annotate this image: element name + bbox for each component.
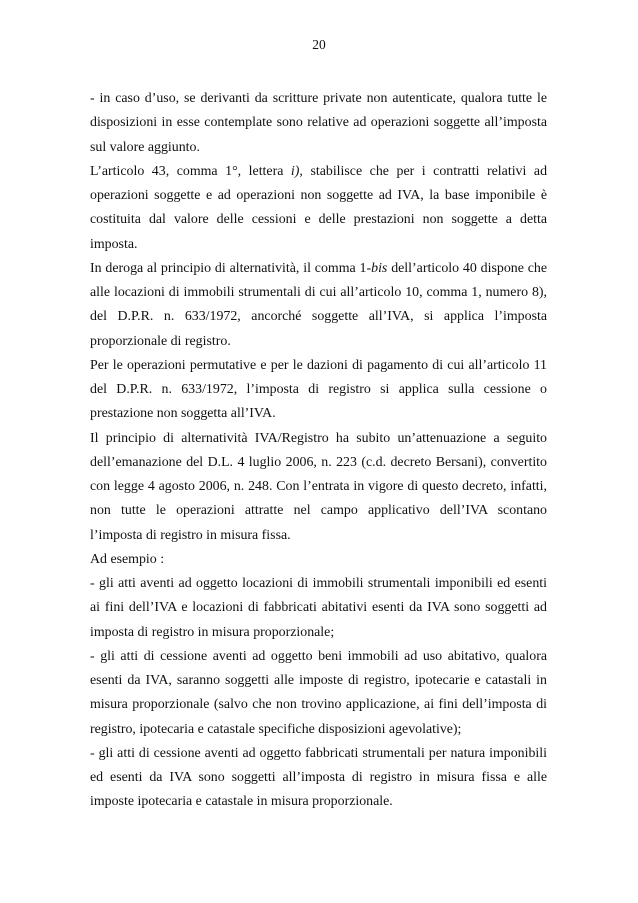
text-line: Il principio di alternatività IVA/Registro ha subito un’attenuazione a seguito <box>90 430 547 446</box>
text-line: imposte ipotecaria e catastale in misura proporzionale. <box>90 794 393 810</box>
text-line: proporzionale di registro. <box>90 333 231 349</box>
italic-term: bis <box>371 260 388 276</box>
text-line: - gli atti di cessione aventi ad oggetto fabbricati strumentali per natura imponibili <box>90 745 547 761</box>
text-line: prestazione non soggetta all’IVA. <box>90 406 276 422</box>
text-line: disposizioni in esse contemplate sono relative ad operazioni soggette all’imposta <box>90 115 547 131</box>
text-line: misura proporzionale (salvo che non trovino applicazione, ai fini dell’imposta di <box>90 697 547 713</box>
text-line: imposta. <box>90 236 138 252</box>
text-line: non tutte le operazioni attratte nel campo applicativo dell’IVA scontano <box>90 503 547 519</box>
text-line: Ad esempio : <box>90 551 165 567</box>
text-line: Per le operazioni permutative e per le dazioni di pagamento di cui all’articolo 11 <box>90 357 547 373</box>
text-line: sul valore aggiunto. <box>90 139 200 155</box>
text-line: ai fini dell’IVA e locazioni di fabbricati abitativi esenti da IVA sono soggetti ad <box>90 600 547 616</box>
text-line: - in caso d’uso, se derivanti da scritture private non autenticate, qualora tutte le <box>90 91 547 106</box>
text-line: alle locazioni di immobili strumentali di cui all’articolo 10, comma 1, numero 8), <box>90 285 547 300</box>
text-line: - gli atti aventi ad oggetto locazioni di immobili strumentali imponibili ed esenti <box>90 576 547 591</box>
text-line: esenti da IVA, saranno soggetti alle imposte di registro, ipotecarie e catastali in <box>90 673 547 688</box>
text-line: con legge 4 agosto 2006, n. 248. Con l’entrata in vigore di questo decreto, infatti, <box>90 479 547 494</box>
text-line: del D.P.R. n. 633/1972, l’imposta di registro si applica sulla cessione o <box>90 382 547 397</box>
text-line: L’articolo 43, comma 1°, lettera i), stabilisce che per i contratti relativi ad <box>90 163 547 179</box>
text-line: del D.P.R. n. 633/1972, ancorché soggette all’IVA, si applica l’imposta <box>90 309 547 325</box>
text-line: - gli atti di cessione aventi ad oggetto beni immobili ad uso abitativo, qualora <box>90 648 547 664</box>
text-line: imposta di registro in misura proporzionale; <box>90 624 335 640</box>
text-line: costituita dal valore delle cessioni e delle prestazioni non soggette a detta <box>90 212 547 228</box>
document-body <box>90 87 547 815</box>
text-line: operazioni soggette e ad operazioni non soggette ad IVA, la base imponibile è <box>90 188 547 203</box>
italic-term: i) <box>290 163 300 179</box>
text-line: l’imposta di registro in misura fissa. <box>90 527 291 543</box>
page-number: 20 <box>312 37 326 52</box>
text-line: dell’emanazione del D.L. 4 luglio 2006, n. 223 (c.d. decreto Bersani), convertito <box>90 454 547 470</box>
text-line: registro, ipotecaria e catastale specifiche disposizioni agevolative); <box>90 721 462 737</box>
text-line: In deroga al principio di alternatività, il comma 1-bis dell’articolo 40 dispone che <box>90 260 547 276</box>
text-line: ed esenti da IVA sono soggetti all’imposta di registro in misura fissa e alle <box>90 770 547 785</box>
